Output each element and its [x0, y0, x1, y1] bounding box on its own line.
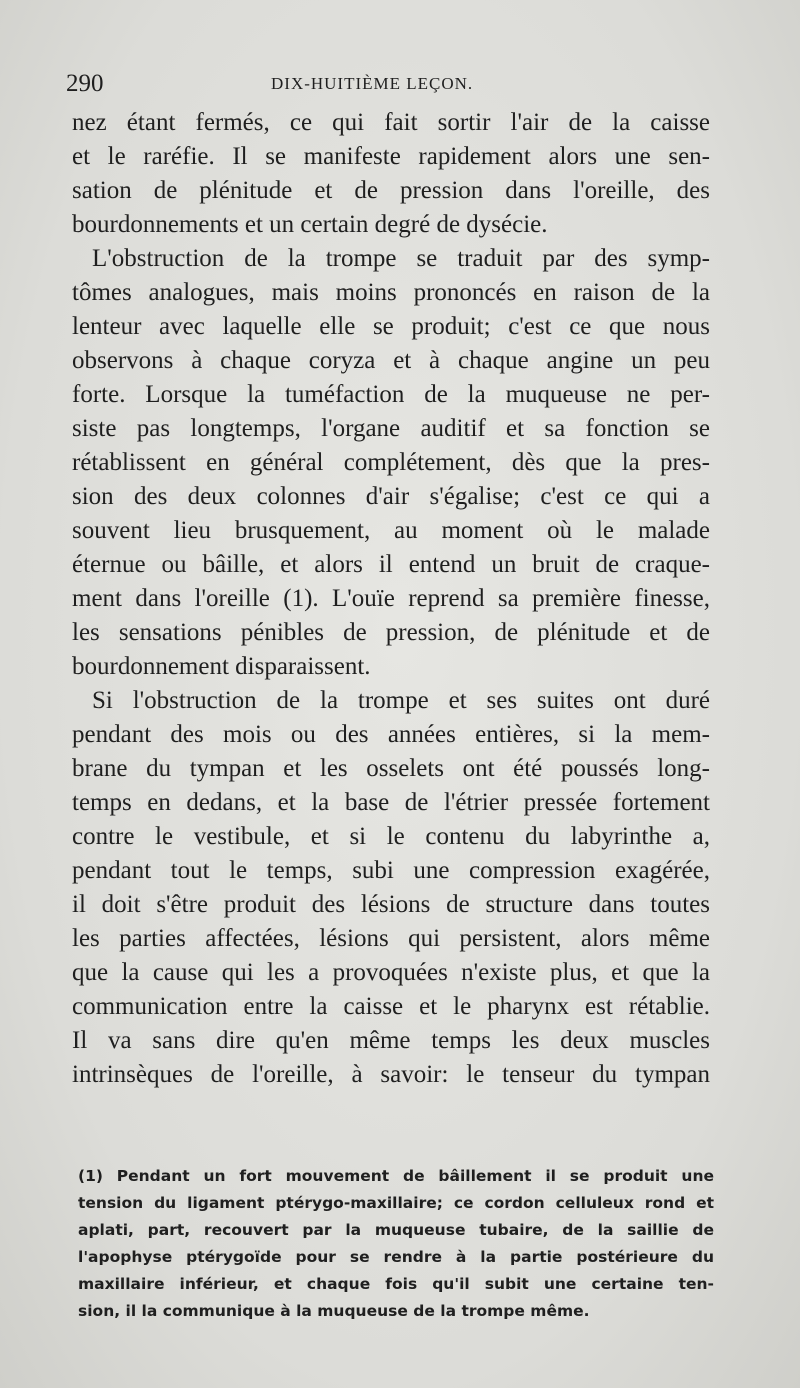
text-line: communication entre la caisse et le pharynx est rétablie.: [72, 993, 710, 1020]
text-line: tômes analogues, mais moins prononcés en raison de la: [72, 279, 710, 306]
text-line: il doit s'être produit des lésions de structure dans toutes: [72, 891, 710, 918]
text-line: L'obstruction de la trompe se traduit par des symp-: [92, 245, 710, 272]
text-line: nez étant fermés, ce qui fait sortir l'air de la caisse: [72, 109, 710, 136]
text-line: brane du tympan et les osselets ont été poussés long-: [72, 755, 710, 782]
text-line: éternue ou bâille, et alors il entend un bruit de craque-: [72, 551, 710, 578]
text-line: pendant des mois ou des années entières, si la mem-: [72, 721, 710, 748]
body-text: [72, 106, 710, 1092]
text-line: temps en dedans, et la base de l'étrier pressée fortement: [72, 789, 710, 816]
page-header: [66, 66, 716, 102]
footnote-line: maxillaire inférieur, et chaque fois qu'il subit une certaine ten-: [78, 1275, 714, 1293]
text-line: et le raréfie. Il se manifeste rapidement alors une sen-: [72, 143, 710, 170]
text-line: observons à chaque coryza et à chaque angine un peu: [72, 347, 710, 374]
text-line: que la cause qui les a provoquées n'existe plus, et que la: [72, 959, 710, 986]
text-line: contre le vestibule, et si le contenu du labyrinthe a,: [72, 823, 710, 850]
text-line: bourdonnements et un certain degré de dysécie.: [72, 211, 548, 238]
text-line: siste pas longtemps, l'organe auditif et sa fonction se: [72, 415, 710, 442]
text-line: sation de plénitude et de pression dans l'oreille, des: [72, 177, 710, 204]
footnote-line: sion, il la communique à la muqueuse de la trompe même.: [78, 1302, 590, 1320]
page-number: 290: [66, 70, 104, 97]
text-line: ment dans l'oreille (1). L'ouïe reprend sa première finesse,: [72, 585, 710, 612]
footnote: [78, 1163, 714, 1325]
text-line: les sensations pénibles de pression, de plénitude et de: [72, 619, 710, 646]
text-line: Il va sans dire qu'en même temps les deux muscles: [72, 1027, 710, 1054]
text-line: forte. Lorsque la tuméfaction de la muqueuse ne per-: [72, 381, 710, 408]
footnote-line: l'apophyse ptérygoïde pour se rendre à la partie postérieure du: [78, 1248, 714, 1266]
footnote-line: (1) Pendant un fort mouvement de bâillement il se produit une: [78, 1167, 714, 1185]
text-line: pendant tout le temps, subi une compression exagérée,: [72, 857, 710, 884]
text-line: sion des deux colonnes d'air s'égalise; c'est ce qui a: [72, 483, 710, 510]
text-line: souvent lieu brusquement, au moment où le malade: [72, 517, 710, 544]
text-line: Si l'obstruction de la trompe et ses suites ont duré: [92, 687, 710, 714]
running-head: DIX-HUITIÈME LEÇON.: [271, 74, 474, 93]
text-line: rétablissent en général complétement, dès que la pres-: [72, 449, 710, 476]
text-line: intrinsèques de l'oreille, à savoir: le tenseur du tympan: [72, 1061, 710, 1088]
text-line: bourdonnement disparaissent.: [72, 653, 371, 680]
footnote-line: aplati, part, recouvert par la muqueuse tubaire, de la saillie de: [78, 1221, 714, 1239]
footnote-line: tension du ligament ptérygo-maxillaire; ce cordon celluleux rond et: [78, 1194, 714, 1212]
text-line: lenteur avec laquelle elle se produit; c'est ce que nous: [72, 313, 710, 340]
text-line: les parties affectées, lésions qui persistent, alors même: [72, 925, 710, 952]
